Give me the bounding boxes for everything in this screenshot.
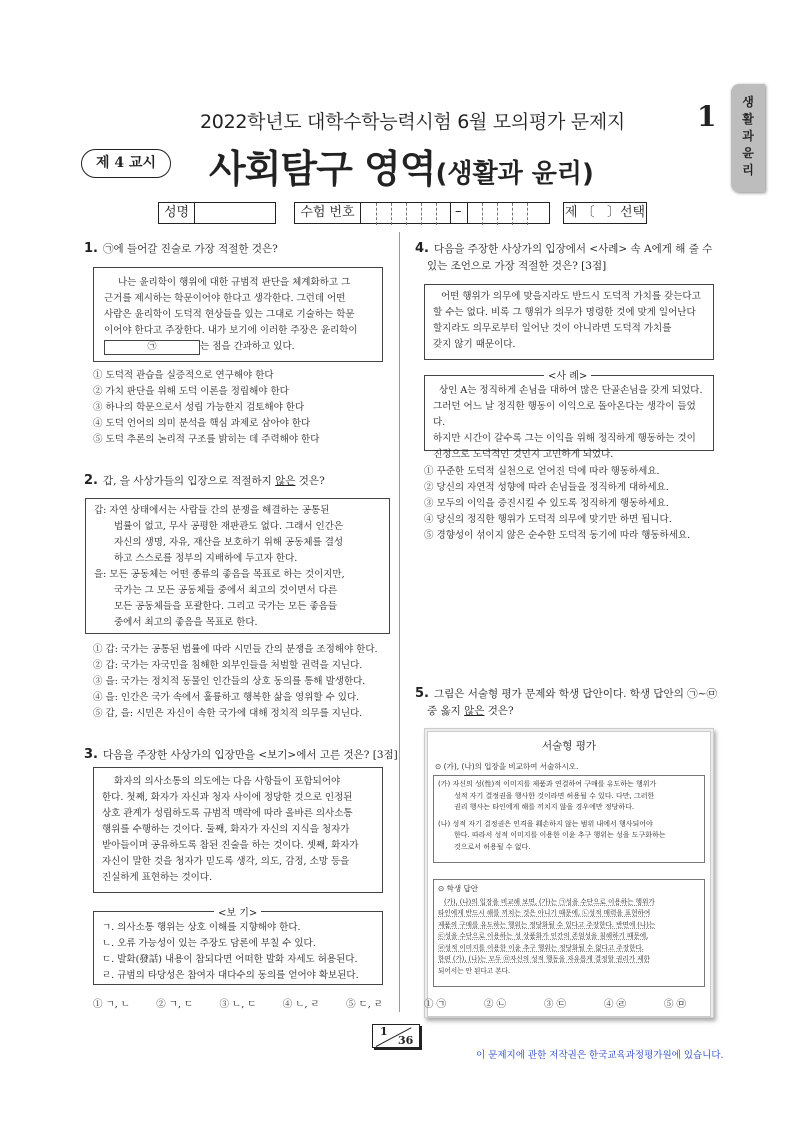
q2-passage-line: 모든 공동체들을 포괄한다. 그리고 국가는 모든 좋음들 [114,601,338,612]
q2-question-underline: 않은 [275,475,296,487]
q4-case-line: 하지만 시간이 갈수록 그는 이익을 위해 정직하게 행동하는 것이 [433,433,696,444]
q3-option[interactable]: ① ㄱ, ㄴ [93,999,130,1010]
q3-option[interactable]: ③ ㄴ, ㄷ [219,999,257,1010]
side-tab-char: 과 [742,129,754,143]
q4-title [415,240,712,275]
q5-option[interactable]: ① ㉠ [424,999,447,1010]
q2-passage-line: 갑: 자연 상태에서는 사람들 간의 분쟁을 해결하는 공통된 [94,505,330,516]
q2-option[interactable]: ③ 을: 국가는 정치적 동물인 인간들의 상호 동의를 통해 발생한다. [93,676,366,687]
q3-passage-line: 받아들이며 공유하도록 참된 진술을 하는 것이다. 셋째, 화자가 [102,840,359,851]
q5-title [415,685,717,720]
q5-na-line: (나) 성적 자기 결정권은 인격을 훼손하지 않는 범위 내에서 행사되어야 [438,819,653,828]
name-label: 성명 [158,202,194,224]
copyright-notice: 이 문제지에 관한 저작권은 한국교육과정평가원에 있습니다. [476,1050,724,1061]
q4-case-line: 그러던 어느 날 정직한 행동이 이익으로 돌아온다는 생각이 들었다. [433,401,696,428]
q3-bogi-label: <보 기> [214,904,261,919]
exam-title: 2022학년도 대학수학능력시험 6월 모의평가 문제지 [200,111,625,133]
q2-option[interactable]: ⑤ 갑, 을: 시민은 자신이 속한 국가에 대해 정치적 의무를 지닌다. [93,708,363,719]
q3-bogi-item: ㄴ. 오류 가능성이 있는 주장도 담론에 부칠 수 있다. [102,938,316,949]
q4-option[interactable]: ③ 모두의 이익을 증진시킬 수 있도록 정직하게 행동하세요. [424,498,669,509]
q2-passage-line: 중에서 최고의 좋음을 목표로 한다. [114,617,258,628]
q2-question-post: 것은? [295,475,325,487]
q3-option[interactable]: ② ㄱ, ㄷ [156,999,194,1010]
q3-passage-line: 자신이 말한 것을 청자가 믿도록 생각, 의도, 감정, 소망 등을 [102,856,350,867]
session-label: 제 4 교시 [95,155,157,171]
q3-title [84,746,398,764]
q2-passage-line: 하고 스스로를 정부의 지배하에 두고자 한다. [114,553,298,564]
page-number: 1 [697,100,717,133]
q4-passage-line: 갖지 않기 때문이다. [433,339,516,350]
footer-page-number: 1 [380,1025,388,1038]
q3-bogi-item: ㄷ. 발화(發話) 내용이 참되다면 어떠한 발화 자세도 허용된다. [102,954,358,965]
q1-title [84,240,278,258]
name-field[interactable] [194,202,276,224]
q5-na-line: 한다. 따라서 성적 이미지를 이용한 이윤 추구 행위는 성을 도구화하는 [454,831,666,839]
subject-sub: (생활과 윤리) [435,159,594,189]
q1-passage-line: 사람은 윤리학이 도덕적 현상들을 있는 그대로 기술하는 학문 [104,309,355,320]
q4-question-line: 있는 조언으로 가장 적절한 것은? [3점] [427,260,607,272]
q4-options [424,464,690,544]
q5-number: 5. [415,686,429,701]
q1-option[interactable]: ④ 도덕 언어의 의미 분석을 핵심 과제로 삼아야 한다 [93,418,311,429]
q5-ga-line: 성적 자기 결정권을 행사한 것이라면 허용될 수 있다. 다만, 그러한 [454,791,655,800]
q4-question-line: 다음을 주장한 사상가의 입장에서 <사례> 속 A에게 해 줄 수 [433,243,713,255]
q2-title [84,472,325,490]
column-divider [399,232,400,1012]
q3-bogi-item: ㄱ. 의사소통 행위는 상호 이해를 지향해야 한다. [102,922,301,933]
q4-passage-line: 할지라도 의무로부터 일어난 것이 아니라면 도덕적 가치를 [433,323,672,334]
q2-number: 2. [84,473,98,488]
q5-question-post: 것은? [484,705,514,717]
q5-card-paper [427,731,711,1017]
q2-question-pre: 갑, 을 사상가들의 입장으로 적절하지 [102,475,276,487]
q2-passage-line: 국가는 그 모든 공동체들 중에서 최고의 것이면서 다른 [114,585,338,596]
q5-option[interactable]: ② ㉡ [483,999,507,1010]
q4-option[interactable]: ② 당신의 자연적 성향에 따라 손님들을 정직하게 대하세요. [424,482,669,493]
q5-answer-line: 한편 (가), (나)는 모두 ㉤자신의 성적 행동을 자유롭게 결정할 권리가 제한 [438,955,650,963]
q4-case-line: 진정으로 도덕적인 것인지 고민하게 되었다. [433,449,614,460]
q1-passage-line: 이어야 한다고 주장한다. 내가 보기에 이러한 주장은 윤리학이 [104,325,358,336]
q1-passage-line: 나는 윤리학이 행위에 대한 규범적 판단을 체계화하고 그 [118,277,351,288]
q5-answer-line: 제품의 구매를 유도하는 행위는 정당화될 수 있다고 주장한다. 반면에 (나)는 [438,920,656,929]
q5-statements-box [433,775,705,863]
subject-title [209,138,594,193]
q4-passage-box [424,284,714,360]
q1-passage-box [93,267,383,362]
q5-question-line: 그림은 서술형 평가 문제와 학생 답안이다. 학생 답안의 ㉠~㉤ [433,688,717,700]
info-row [158,202,648,224]
side-tab [731,84,765,192]
q5-question-underline: 않은 [464,705,485,717]
q4-passage-line: 어떤 행위가 의무에 맞을지라도 반드시 도덕적 가치를 갖는다고 [441,291,701,302]
q2-passage-line: 을: 모든 공동체는 어떤 종류의 좋음을 목표로 하는 것이지만, [94,569,345,580]
q3-question: 다음을 주장한 사상가의 입장만을 <보기>에서 고른 것은? [3점] [102,749,398,761]
subject-main: 사회탐구 영역 [209,147,436,191]
q3-options [93,997,383,1013]
q4-passage-line: 할 수는 없다. 비록 그 행위가 의무가 명령한 것에 맞게 일어난다 [433,307,696,318]
footer-page-total: 36 [398,1034,414,1047]
q1-number: 1. [84,241,98,256]
q1-option[interactable]: ③ 하나의 학문으로서 성립 가능한지 검토해야 한다 [93,402,305,413]
exam-number-dash: – [455,204,462,219]
q4-case-line: 상인 A는 정직하게 손님을 대하여 많은 단골손님을 갖게 되었다. [439,385,703,396]
q5-instruction: ⊙ (가), (나)의 입장을 비교하여 서술하시오. [435,762,579,771]
side-tab-char: 리 [742,163,754,177]
side-tab-char: 생 [742,95,754,109]
q2-passage-line: 법률이 없고, 무사 공평한 재판관도 없다. 그래서 인간은 [114,521,344,532]
q2-passage-line: 자신의 생명, 자유, 재산을 보호하기 위해 공동체를 결성 [114,537,344,548]
q4-case-box [424,375,714,460]
q5-answer-line: ㉣성적 이미지를 이용한 이윤 추구 행위는 정당화될 수 없다고 주장한다. [438,943,644,952]
q1-passage-line: 근거를 제시하는 학문이어야 한다고 생각한다. 그런데 어떤 [104,293,346,304]
q3-option[interactable]: ④ ㄴ, ㄹ [282,999,320,1010]
q4-option[interactable]: ⑤ 경향성이 섞이지 않은 순수한 도덕적 동기에 따라 행동하세요. [424,530,691,541]
q5-ga-line: 권리 행사는 타인에게 해를 끼치지 않을 경우에만 정당하다. [454,803,635,811]
q5-option[interactable]: ④ ㉣ [603,999,626,1010]
q4-option[interactable]: ① 꾸준한 도덕적 실천으로 얻어진 덕에 따라 행동하세요. [424,466,660,477]
q1-blank: ㉠ [104,340,200,355]
q1-question: ㉠에 들어갈 진술로 가장 적절한 것은? [102,243,278,255]
q3-number: 3. [84,747,98,762]
session-badge [81,149,171,178]
q5-answer-line: ㉢성을 수단으로 이용하는 성 상품화가 인간의 존엄성을 침해하기 때문에, [438,932,649,940]
q1-option[interactable]: ⑤ 도덕 추론의 논리적 구조를 밝히는 데 주력해야 한다 [93,434,320,445]
q3-passage-line: 행위를 수행하는 것이다. 둘째, 화자가 자신의 지식을 청자가 [102,824,350,835]
q3-option[interactable]: ⑤ ㄷ, ㄹ [346,999,383,1010]
q3-bogi-box [93,911,383,985]
exam-number-field[interactable] [360,202,550,224]
q2-option[interactable]: ① 갑: 국가는 공통된 법률에 따라 시민들 간의 분쟁을 조정해야 한다. [93,644,378,655]
q2-option[interactable]: ② 갑: 국가는 자국민을 침해한 외부인들을 처벌할 권력을 지닌다. [93,660,363,671]
q5-answer-box [433,879,705,987]
side-tab-char: 윤 [742,146,754,160]
q5-ga-line: (가) 자신의 성(性)적 이미지를 제품과 연결하여 구매를 유도하는 행위가 [438,780,657,788]
q1-option[interactable]: ② 가치 판단을 위해 도덕 이론을 정립해야 한다 [93,386,289,397]
q3-passage-line: 진실하게 표현하는 것이다. [102,872,213,883]
q4-case-label: <사 례> [544,367,591,382]
q3-passage-box [93,767,383,893]
q3-bogi-item: ㄹ. 규범의 타당성은 참여자 대다수의 동의를 얻어야 확보된다. [102,970,359,981]
q5-na-line: 것으로서 허용될 수 없다. [454,842,531,851]
q2-passage-box [85,498,390,634]
q1-option[interactable]: ① 도덕적 관습을 실증적으로 연구해야 한다 [93,370,274,381]
q5-answer-label: ⊙ 학생 답안 [438,884,479,893]
q3-passage-line: 한다. 첫째, 화자가 자신과 청자 사이에 정당한 것으로 인정된 [102,792,353,803]
q5-question-pre: 중 옳지 [427,705,465,717]
q3-passage-line: 화자의 의사소통의 의도에는 다음 사항들이 포함되어야 [114,776,341,787]
q5-option[interactable]: ⑤ ㉤ [663,999,686,1010]
q2-option[interactable]: ④ 을: 인간은 국가 속에서 훌륭하고 행복한 삶을 영위할 수 있다. [93,692,360,703]
q5-card-title: 서술형 평가 [541,740,597,752]
q5-option[interactable]: ③ ㉢ [543,999,566,1010]
q3-passage-line: 상호 관계가 성립하도록 규범적 맥락에 따라 올바른 의사소통 [102,808,353,819]
q1-options [93,368,319,448]
exam-number-label: 수험 번호 [294,202,360,224]
q4-number: 4. [415,241,429,256]
q1-blank-tail: 는 점을 간과하고 있다. [200,341,295,352]
select-label: 제 〔 〕선택 [563,202,647,224]
side-tab-char: 활 [742,112,754,126]
q5-answer-line: (가), (나)의 입장을 비교해 보면, (가)는 ㉠성을 수단으로 이용하는 행위가 [444,897,655,906]
q5-answer-line: 되어서는 안 된다고 본다. [438,966,511,975]
q5-answer-line: 타인에게 반드시 해를 끼치는 것은 아니기 때문에, ㉡성적 매력을 표현하여 [438,909,651,917]
page-indicator [372,1024,424,1052]
q2-options [93,642,378,722]
q4-option[interactable]: ④ 당신의 정직한 행위가 도덕적 의무에 맞기만 하면 됩니다. [424,514,672,525]
q5-options [424,997,686,1013]
